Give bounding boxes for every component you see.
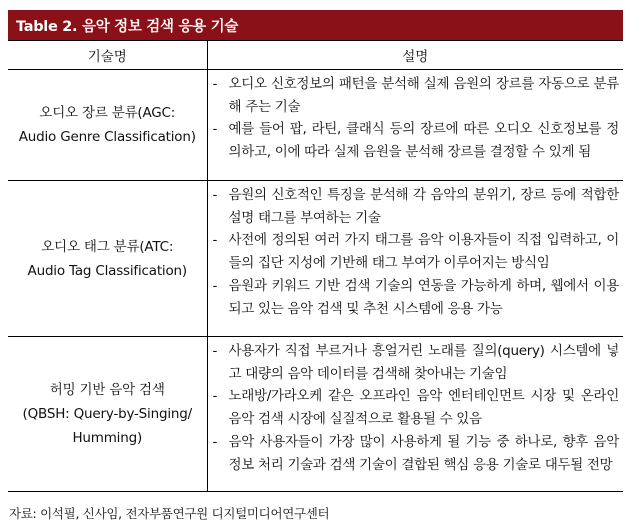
table-title: Table 2. 음악 정보 검색 응용 기술 [16, 18, 239, 35]
description-bullet [212, 184, 620, 229]
dash-marker: - [212, 76, 218, 92]
dash-marker: - [212, 343, 218, 359]
table-row [8, 181, 623, 337]
description-cell [207, 181, 623, 337]
bullet-text: 오디오 신호정보의 패턴을 분석해 실제 음원의 장르를 자동으로 분류해 주는 기술 [228, 76, 619, 115]
bullet-text: 음원의 신호적인 특징을 분석해 각 음악의 분위기, 장르 등에 적합한 설명 태그를 부여하는 기술 [228, 187, 619, 226]
tech-name-line: (QBSH: Query-by-Singing/ [22, 406, 192, 422]
bullet-text: 음원과 키워드 기반 검색 기술의 연동을 가능하게 하며, 웹에서 이용되고 있는 음악 검색 및 추천 시스템에 응용 가능 [228, 277, 619, 317]
tech-name-line: 허밍 기반 음악 검색 [49, 382, 165, 398]
tech-name-line: 오디오 태그 분류(ATC: [41, 238, 174, 255]
table-header-row [8, 41, 623, 70]
tech-name-line: Audio Tag Classification) [27, 262, 187, 279]
bullet-text: 예를 들어 팝, 라틴, 클래식 등의 장르에 따른 오디오 신호정보를 정의하고, 이에 따라 실제 음원을 분석해 장르를 결정할 수 있게 됨 [228, 121, 619, 161]
table-row [8, 337, 623, 492]
description-bullet [212, 73, 620, 118]
tech-name-line: 오디오 장르 분류(AGC: [39, 105, 176, 121]
header-description: 설명 [207, 41, 623, 70]
dash-marker: - [212, 232, 218, 249]
bullet-text: 노래방/가라오케 같은 오프라인 음악 엔터테인먼트 시장 및 온라인 음악 검색 시장에 실질적으로 활용될 수 있음 [228, 388, 619, 428]
description-bullet [212, 275, 620, 320]
bullet-text: 사전에 정의된 여러 가지 태그를 음악 이용자들이 직접 입력하고, 이들의 집단 지성에 기반해 태그 부여가 이루어지는 방식임 [228, 232, 619, 272]
tech-table [8, 40, 623, 492]
description-bullet [212, 385, 620, 430]
source-note: 자료: 이석필, 신사임, 전자부품연구원 디지털미디어연구센터 [9, 506, 330, 521]
table-row [8, 70, 623, 181]
table-title-bar [8, 10, 623, 40]
tech-name-line: Humming) [72, 430, 143, 446]
description-bullet [212, 431, 620, 476]
description-bullet [212, 118, 620, 163]
description-cell [207, 337, 623, 492]
description-bullet [212, 340, 620, 385]
tech-name-cell [8, 70, 207, 181]
header-tech-name: 기술명 [8, 41, 207, 70]
dash-marker: - [212, 388, 218, 405]
tech-name-cell [8, 337, 207, 492]
description-cell [207, 70, 623, 181]
dash-marker: - [212, 121, 218, 138]
bullet-text: 사용자가 직접 부르거나 흥얼거린 노래를 질의(query) 시스템에 넣고 대량의 음악 데이터를 검색해 찾아내는 기술임 [228, 343, 619, 382]
description-bullet [212, 229, 620, 274]
tech-name-cell [8, 181, 207, 337]
tech-name-line: Audio Genre Classification) [18, 129, 196, 145]
dash-marker: - [212, 187, 218, 203]
bullet-text: 음악 사용자들이 가장 많이 사용하게 될 기능 중 하나로, 향후 음악 정보 처리 기술과 검색 기술이 결합된 핵심 응용 기술로 대두될 전망 [228, 433, 619, 473]
dash-marker: - [212, 433, 218, 450]
dash-marker: - [212, 277, 218, 294]
